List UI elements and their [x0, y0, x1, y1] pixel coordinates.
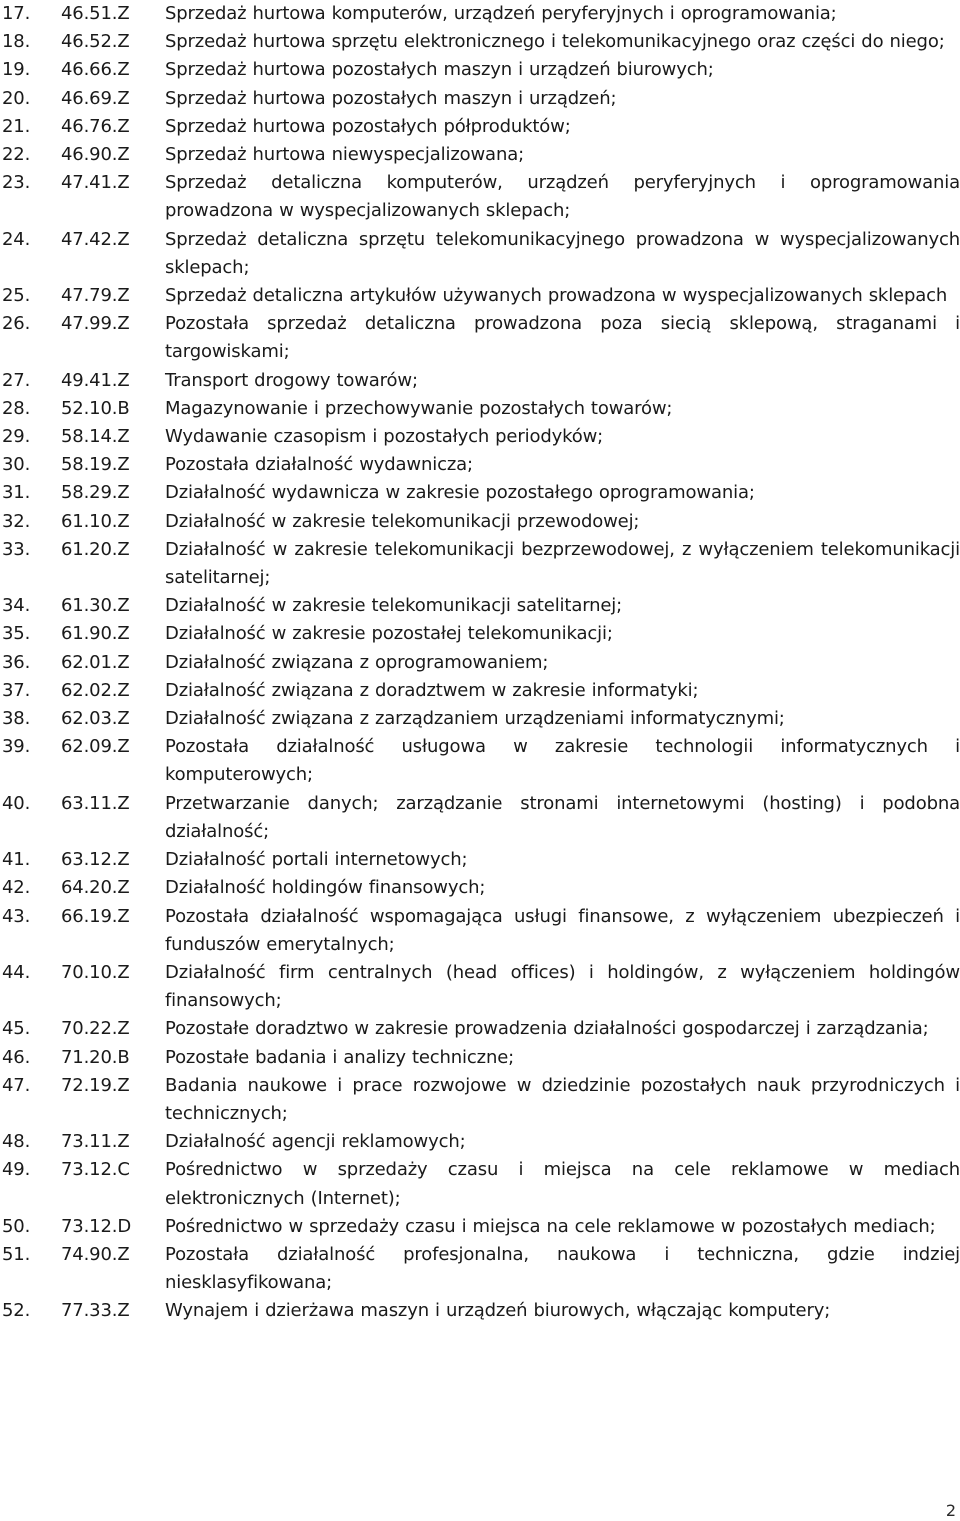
list-item [0, 141, 960, 169]
list-item [0, 705, 960, 733]
pkd-code: 64.20.Z [61, 877, 130, 899]
activity-description: Działalność holdingów finansowych; [165, 877, 486, 899]
list-item [0, 1297, 960, 1325]
item-number: 17. [2, 3, 31, 24]
activity-description: Pozostała sprzedaż detaliczna prowadzona poza siecią sklepową, straganami i targowiskami; [165, 313, 960, 363]
item-number: 26. [2, 313, 31, 335]
pkd-code: 62.01.Z [61, 651, 130, 673]
activity-description: Działalność w zakresie telekomunikacji satelitarnej; [165, 595, 623, 617]
item-number: 43. [2, 905, 31, 927]
pkd-code: 46.69.Z [61, 87, 130, 109]
list-item [0, 1044, 960, 1072]
item-number: 51. [2, 1243, 31, 1265]
item-number: 21. [2, 115, 31, 137]
item-number: 23. [2, 172, 31, 194]
list-item [0, 733, 960, 789]
page-number: 2 [945, 1501, 956, 1520]
list-item [0, 1213, 960, 1241]
item-number: 29. [2, 426, 31, 448]
item-number: 38. [2, 708, 31, 730]
activity-description: Przetwarzanie danych; zarządzanie stronami internetowymi (hosting) i podobna działalność; [165, 792, 960, 842]
list-item [0, 1156, 960, 1212]
list-item [0, 56, 960, 84]
list-item [0, 1072, 960, 1128]
list-item [0, 395, 960, 423]
pkd-code: 62.09.Z [61, 736, 130, 758]
pkd-code: 47.41.Z [61, 172, 130, 194]
activity-description: Pozostała działalność wydawnicza; [165, 454, 473, 476]
item-number: 34. [2, 595, 31, 617]
activity-description: Pozostała działalność usługowa w zakresie technologii informatycznych i komputerowych; [165, 736, 960, 786]
activity-description: Sprzedaż hurtowa pozostałych półproduktów; [165, 115, 571, 137]
list-item [0, 874, 960, 902]
list-item [0, 959, 960, 1015]
pkd-code: 72.19.Z [61, 1074, 130, 1096]
item-number: 31. [2, 482, 31, 504]
list-item [0, 310, 960, 366]
pkd-code: 47.42.Z [61, 228, 130, 250]
activity-description: Magazynowanie i przechowywanie pozostałych towarów; [165, 397, 673, 419]
item-number: 44. [2, 961, 31, 983]
list-item [0, 790, 960, 846]
activity-description: Działalność w zakresie telekomunikacji bezprzewodowej, z wyłączeniem telekomunikacji satelitarnej; [165, 538, 960, 589]
item-number: 40. [2, 792, 31, 814]
list-item [0, 479, 960, 507]
list-item [0, 649, 960, 677]
pkd-code: 46.90.Z [61, 144, 130, 166]
list-item [0, 113, 960, 141]
item-number: 20. [2, 87, 31, 109]
list-item [0, 28, 960, 56]
list-item [0, 85, 960, 113]
activity-description: Działalność w zakresie pozostałej telekomunikacji; [165, 623, 613, 645]
pkd-code: 49.41.Z [61, 369, 130, 391]
activity-description: Transport drogowy towarów; [165, 369, 418, 391]
item-number: 48. [2, 1131, 31, 1153]
activity-description: Sprzedaż hurtowa niewyspecjalizowana; [165, 144, 524, 166]
item-number: 22. [2, 144, 31, 166]
list-item [0, 367, 960, 395]
pkd-code: 58.19.Z [61, 454, 130, 476]
activity-description: Pośrednictwo w sprzedaży czasu i miejsca na cele reklamowe w pozostałych mediach; [165, 1215, 936, 1237]
pkd-code: 47.79.Z [61, 285, 130, 307]
activity-description: Sprzedaż hurtowa pozostałych maszyn i urządzeń; [165, 87, 617, 109]
item-number: 35. [2, 623, 31, 645]
activity-description: Działalność portali internetowych; [165, 849, 468, 871]
pkd-code: 62.02.Z [61, 679, 130, 701]
list-item [0, 903, 960, 959]
item-number: 19. [2, 59, 31, 81]
pkd-code: 46.52.Z [61, 31, 130, 53]
activity-description: Działalność wydawnicza w zakresie pozostałego oprogramowania; [165, 482, 755, 504]
pkd-code: 77.33.Z [61, 1300, 130, 1322]
item-number: 24. [2, 228, 31, 250]
list-item [0, 536, 960, 592]
pkd-code: 70.10.Z [61, 961, 130, 983]
pkd-code: 73.12.D [61, 1215, 132, 1237]
pkd-code: 74.90.Z [61, 1243, 130, 1265]
item-number: 50. [2, 1215, 31, 1237]
list-item [0, 677, 960, 705]
list-item [0, 169, 960, 225]
activity-description: Działalność związana z oprogramowaniem; [165, 651, 549, 673]
item-number: 37. [2, 679, 31, 701]
activity-description: Pozostała działalność profesjonalna, naukowa i techniczna, gdzie indziej niesklasyfikowana; [165, 1243, 960, 1294]
pkd-code: 46.76.Z [61, 115, 130, 137]
activity-description: Sprzedaż detaliczna artykułów używanych prowadzona w wyspecjalizowanych sklepach [165, 285, 948, 307]
pkd-code: 61.10.Z [61, 510, 130, 532]
list-item [0, 508, 960, 536]
list-item [0, 846, 960, 874]
item-number: 52. [2, 1300, 31, 1322]
activity-description: Działalność w zakresie telekomunikacji przewodowej; [165, 510, 640, 532]
pkd-code: 46.51.Z [61, 3, 130, 24]
pkd-code: 66.19.Z [61, 905, 130, 927]
pkd-code: 62.03.Z [61, 708, 130, 730]
activity-description: Działalność agencji reklamowych; [165, 1131, 466, 1153]
activity-description: Pozostałe doradztwo w zakresie prowadzenia działalności gospodarczej i zarządzania; [165, 1018, 929, 1040]
item-number: 47. [2, 1074, 31, 1096]
pkd-code: 52.10.B [61, 397, 130, 419]
pkd-code: 63.11.Z [61, 792, 130, 814]
activity-description: Sprzedaż hurtowa pozostałych maszyn i urządzeń biurowych; [165, 59, 714, 81]
list-item [0, 1128, 960, 1156]
activity-description: Działalność firm centralnych (head offices) i holdingów, z wyłączeniem holdingów finansowych; [165, 961, 960, 1012]
activity-description: Sprzedaż hurtowa sprzętu elektronicznego i telekomunikacyjnego oraz części do niego; [165, 31, 945, 53]
item-number: 32. [2, 510, 31, 532]
activity-description: Wydawanie czasopism i pozostałych periodyków; [165, 426, 604, 448]
item-number: 41. [2, 849, 31, 871]
pkd-code: 73.11.Z [61, 1131, 130, 1153]
item-number: 27. [2, 369, 31, 391]
pkd-code: 71.20.B [61, 1046, 130, 1068]
pkd-code: 58.29.Z [61, 482, 130, 504]
list-item [0, 226, 960, 282]
activity-description: Sprzedaż hurtowa komputerów, urządzeń peryferyjnych i oprogramowania; [165, 3, 837, 24]
item-number: 18. [2, 31, 31, 53]
item-number: 45. [2, 1018, 31, 1040]
list-item [0, 282, 960, 310]
list-item [0, 0, 960, 28]
pkd-code: 46.66.Z [61, 59, 130, 81]
activity-description: Pośrednictwo w sprzedaży czasu i miejsca na cele reklamowe w mediach elektronicznych (Internet); [165, 1159, 960, 1209]
item-number: 28. [2, 397, 31, 419]
pkd-code: 61.30.Z [61, 595, 130, 617]
item-number: 39. [2, 736, 31, 758]
pkd-code: 61.20.Z [61, 538, 130, 560]
list-item [0, 620, 960, 648]
item-number: 25. [2, 285, 31, 307]
activity-description: Sprzedaż detaliczna komputerów, urządzeń peryferyjnych i oprogramowania prowadzona w wyspecjalizowanych sklepach; [165, 172, 960, 222]
pkd-code: 47.99.Z [61, 313, 130, 335]
pkd-code: 58.14.Z [61, 426, 130, 448]
activity-description: Działalność związana z doradztwem w zakresie informatyki; [165, 679, 699, 701]
pkd-code: 63.12.Z [61, 849, 130, 871]
item-number: 33. [2, 538, 31, 560]
activity-description: Sprzedaż detaliczna sprzętu telekomunikacyjnego prowadzona w wyspecjalizowanych sklepach; [165, 228, 960, 278]
list-item [0, 423, 960, 451]
list-item [0, 592, 960, 620]
pkd-code: 73.12.C [61, 1159, 130, 1181]
item-number: 42. [2, 877, 31, 899]
list-item [0, 451, 960, 479]
activity-description: Wynajem i dzierżawa maszyn i urządzeń biurowych, włączając komputery; [165, 1300, 831, 1322]
activity-description: Działalność związana z zarządzaniem urządzeniami informatycznymi; [165, 708, 785, 730]
activity-description: Badania naukowe i prace rozwojowe w dziedzinie pozostałych nauk przyrodniczych i technicznych; [165, 1074, 960, 1124]
item-number: 30. [2, 454, 31, 476]
activity-description: Pozostała działalność wspomagająca usługi finansowe, z wyłączeniem ubezpieczeń i funduszów emerytalnych; [165, 905, 960, 955]
item-number: 36. [2, 651, 31, 673]
item-number: 46. [2, 1046, 31, 1068]
item-number: 49. [2, 1159, 31, 1181]
list-item [0, 1015, 960, 1043]
activity-description: Pozostałe badania i analizy techniczne; [165, 1046, 515, 1068]
pkd-code: 70.22.Z [61, 1018, 130, 1040]
list-item [0, 1241, 960, 1297]
pkd-code: 61.90.Z [61, 623, 130, 645]
